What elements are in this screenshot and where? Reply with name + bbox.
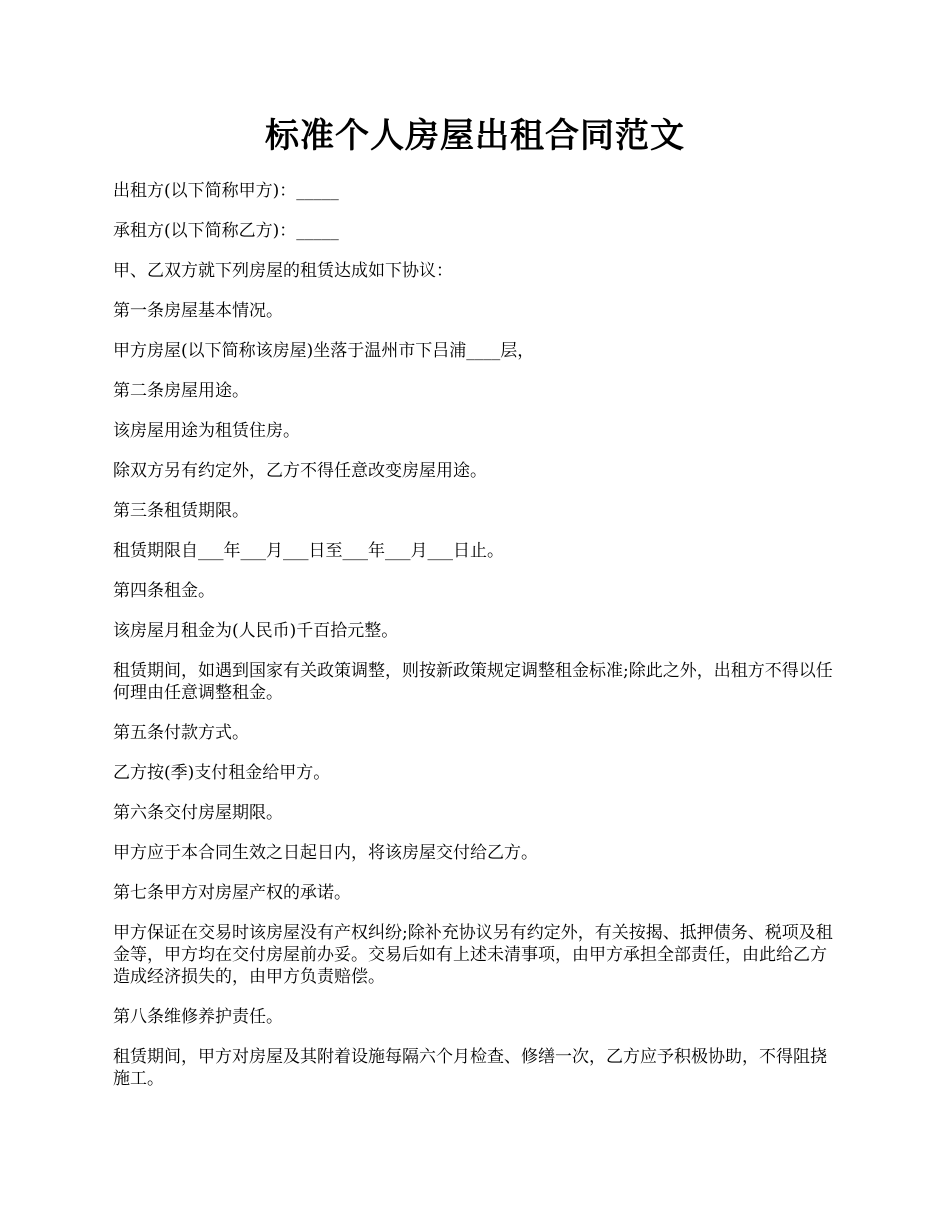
agreement-intro: 甲、乙双方就下列房屋的租赁达成如下协议： <box>113 261 453 281</box>
article-4-heading: 第四条租金。 <box>113 581 215 601</box>
article-2-heading: 第二条房屋用途。 <box>113 381 249 401</box>
article-1-text: 甲方房屋(以下简称该房屋)坐落于温州市下吕浦____层， <box>113 341 535 361</box>
document-body <box>113 180 841 1108</box>
article-6-text: 甲方应于本合同生效之日起日内，将该房屋交付给乙方。 <box>113 843 538 863</box>
article-3-text: 租赁期限自___年___月___日至___年___月___日止。 <box>113 541 504 561</box>
article-2-text-1: 该房屋用途为租赁住房。 <box>113 421 300 441</box>
article-7-text: 甲方保证在交易时该房屋没有产权纠纷;除补充协议另有约定外，有关按揭、抵押债务、税项及租金等，甲方均在交付房屋前办妥。交易后如有上述未清事项，由甲方承担全部责任，由此给乙方造成经济损失的，由甲方负责赔偿。 <box>113 923 833 987</box>
article-8-heading: 第八条维修养护责任。 <box>113 1007 283 1027</box>
article-1-heading: 第一条房屋基本情况。 <box>113 301 283 321</box>
party-a-line: 出租方(以下简称甲方)：_____ <box>113 181 339 201</box>
article-7-heading: 第七条甲方对房屋产权的承诺。 <box>113 883 351 903</box>
article-8-text: 租赁期间，甲方对房屋及其附着设施每隔六个月检查、修缮一次，乙方应予积极协助，不得阻挠施工。 <box>113 1047 827 1089</box>
article-5-text: 乙方按(季)支付租金给甲方。 <box>113 763 331 783</box>
article-4-text-2: 租赁期间，如遇到国家有关政策调整，则按新政策规定调整租金标准;除此之外，出租方不得以任何理由任意调整租金。 <box>113 661 833 703</box>
party-b-line: 承租方(以下简称乙方)：_____ <box>113 221 339 241</box>
article-2-text-2: 除双方另有约定外，乙方不得任意改变房屋用途。 <box>113 461 487 481</box>
article-3-heading: 第三条租赁期限。 <box>113 501 249 521</box>
article-4-text-1: 该房屋月租金为(人民币)千百拾元整。 <box>113 621 399 641</box>
document-title: 标准个人房屋出租合同范文 <box>265 116 685 156</box>
article-6-heading: 第六条交付房屋期限。 <box>113 803 283 823</box>
article-5-heading: 第五条付款方式。 <box>113 723 249 743</box>
